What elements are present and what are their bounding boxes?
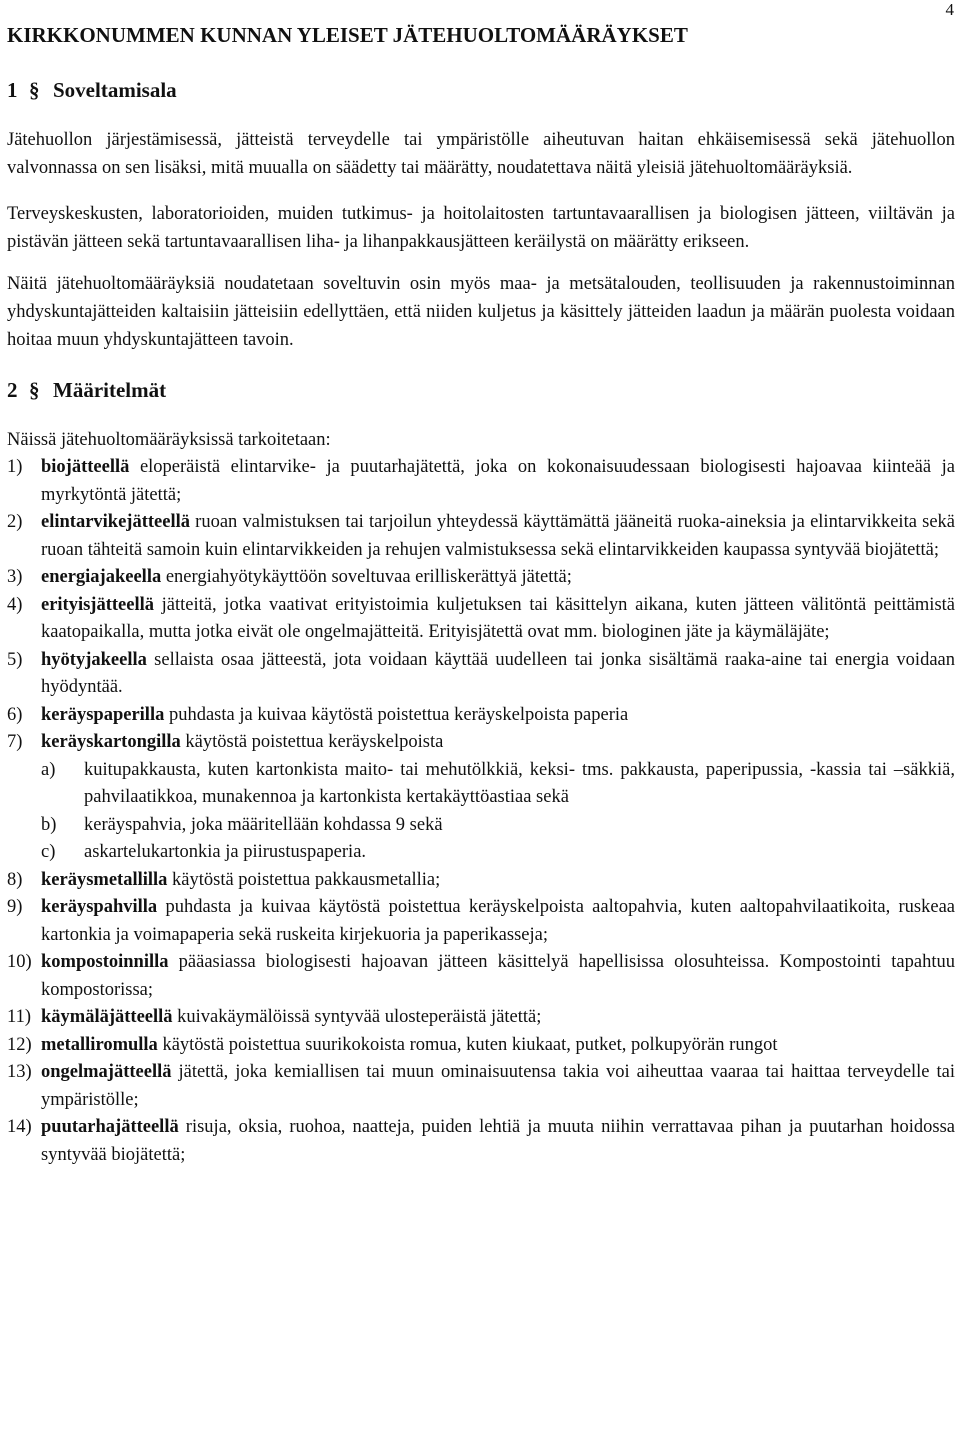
document-body (7, 20, 955, 1169)
section-1-paragraph-2: Terveyskeskusten, laboratorioiden, muiden tutkimus- ja hoitolaitosten tartuntavaarallisen ja biologisen jätteen, viiltävän ja pistävän jätteen sekä tartuntavaarallisen liha- ja lihanpakkausjätteen keräilystä on määrätty erikseen. (7, 204, 955, 252)
definition-term: biojätteellä (41, 457, 130, 477)
definition-sub-item (41, 839, 955, 867)
definition-term: elintarvikejätteellä (41, 512, 190, 532)
definition-text: puhdasta ja kuivaa käytöstä poistettua keräyskelpoista aaltopahvia, kuten aaltopahvilaatikoita, ruskeaa kartonkia ja voimapaperia sekä ruskeita kirjekuoria ja paperikasseja; (41, 897, 955, 945)
definition-term: erityisjätteellä (41, 594, 154, 615)
definition-body (41, 949, 955, 1004)
definition-body (41, 1032, 955, 1060)
definition-number: 1) (7, 457, 23, 477)
definition-sub-text: keräyspahvia, joka määritellään kohdassa 9 sekä (84, 814, 443, 835)
definition-number: 2) (7, 512, 23, 532)
definition-sub-item (41, 757, 955, 812)
definition-body (41, 702, 955, 730)
definition-number: 12) (7, 1034, 32, 1055)
definition-text: eloperäistä elintarvike- ja puutarhajätettä, joka on kokonaisuudessaan biologisesti hajoavaa kiinteää ja myrkytöntä jätettä; (41, 457, 955, 505)
definition-term: keräysmetallilla (41, 869, 168, 890)
definition-item (7, 592, 955, 647)
definition-body (41, 1114, 955, 1169)
definition-text: pääasiassa biologisesti hajoavan jätteen käsittelyä hapellisissa olosuhteissa. Kompostointi tapahtuu kompostorissa; (41, 952, 955, 1000)
definition-text: risuja, oksia, ruohoa, naatteja, puiden lehtiä ja muuta niihin verrattavaa pihan ja puutarhan hoidossa syntyvää biojätettä; (41, 1117, 955, 1165)
definition-sub-number: c) (41, 842, 56, 862)
definition-item (7, 454, 955, 509)
section-1-title: Soveltamisala (53, 78, 177, 102)
section-1-paragraph-1: Jätehuollon järjestämisessä, jätteistä terveydelle tai ympäristölle aiheutuvan haitan ehkäisemisessä sekä jätehuollon valvonnassa on sen lisäksi, mitä muualla on säädetty tai määrätty, noudatettava näitä yleisiä jätehuoltomääräyksiä. (7, 130, 955, 178)
definition-term: hyötyjakeella (41, 649, 147, 670)
definition-text: sellaista osaa jätteestä, jota voidaan käyttää uudelleen tai jonka sisältämä raaka-aine tai energia voidaan hyödyntää. (41, 649, 955, 697)
definition-text: jätteitä, jotka vaativat erityistoimia kuljetuksen tai käsittelyn aikana, kuten jätteen välitöntä peittämistä kaatopaikalla, mutta jotka eivät ole ongelmajätteitä. Erityisjätettä ovat mm. biologinen jäte ja käymäläjäte; (41, 594, 955, 642)
section-2-heading (7, 376, 955, 404)
definition-number: 13) (7, 1062, 32, 1082)
definition-number: 3) (7, 567, 23, 587)
page-number: 4 (945, 0, 954, 19)
definition-item (7, 1032, 955, 1060)
definition-item (7, 647, 955, 702)
definition-sub-list (41, 757, 955, 867)
definition-text: puhdasta ja kuivaa käytöstä poistettua keräyskelpoista paperia (164, 704, 629, 725)
definition-number: 7) (7, 732, 23, 752)
definition-body (41, 867, 955, 895)
definition-number: 10) (7, 952, 32, 972)
definition-number: 9) (7, 897, 23, 917)
definition-item (7, 702, 955, 730)
definition-sub-text: askartelukartonkia ja piirustuspaperia. (84, 842, 367, 862)
definition-body (41, 592, 955, 647)
definition-number: 11) (7, 1007, 31, 1027)
definition-item (7, 1004, 955, 1032)
definition-sub-number: a) (41, 759, 56, 780)
definition-term: ongelmajätteellä (41, 1062, 172, 1082)
definition-sub-item (41, 812, 955, 840)
section-1-number: 1 (7, 78, 18, 102)
definition-item (7, 1059, 955, 1114)
definition-text: kuivakäymälöissä syntyvää ulosteperäistä jätettä; (172, 1007, 542, 1027)
section-2-sign: § (29, 378, 40, 402)
definition-body (41, 564, 955, 592)
definition-sub-number: b) (41, 814, 57, 835)
definition-term: kompostoinnilla (41, 952, 169, 972)
definition-term: keräyspahvilla (41, 897, 158, 917)
section-2-title: Määritelmät (53, 378, 167, 402)
definitions-list (7, 454, 955, 1169)
definition-text: energiahyötykäyttöön soveltuvaa erilliskerättyä jätettä; (161, 567, 572, 587)
section-1-paragraph-3: Näitä jätehuoltomääräyksiä noudatetaan soveltuvin osin myös maa- ja metsätalouden, teollisuuden ja rakennustoiminnan yhdyskuntajätteiden kaltaisiin jätteisiin edellyttäen, että niiden kuljetus ja käsittely jätteiden laadun ja määrän puolesta voidaan hoitaa muun yhdyskuntajätteen tavoin. (7, 274, 955, 350)
definition-term: keräyspaperilla (41, 704, 165, 725)
definition-body (41, 1004, 955, 1032)
definition-body (41, 509, 955, 564)
definition-body (41, 1059, 955, 1114)
definition-body (41, 454, 955, 509)
definition-number: 4) (7, 594, 23, 615)
definition-term: keräyskartongilla (41, 732, 181, 752)
definition-number: 6) (7, 704, 23, 725)
definition-body (41, 894, 955, 949)
definition-item (7, 894, 955, 949)
section-2-number: 2 (7, 378, 18, 402)
section-1-sign: § (29, 78, 40, 102)
definition-text: jätettä, joka kemiallisen tai muun ominaisuutensa takia voi aiheuttaa vaaraa tai haittaa terveydelle tai ympäristölle; (41, 1062, 955, 1110)
definition-text: käytöstä poistettua pakkausmetallia; (167, 869, 441, 890)
definition-body (41, 647, 955, 702)
definition-number: 5) (7, 649, 23, 670)
section-2-intro: Näissä jätehuoltomääräyksissä tarkoitetaan: (7, 430, 331, 450)
definition-text: käytöstä poistettua keräyskelpoista (180, 732, 444, 752)
section-1-heading (7, 76, 955, 104)
definition-sub-text: kuitupakkausta, kuten kartonkista maito- tai mehutölkkiä, keksi- tms. pakkausta, paperipussia, -kassia tai –säkkiä, pahvilaatikkoa, munakennoa ja kartonkista kertakäyttöastiaa sekä (84, 759, 955, 807)
definition-item (7, 949, 955, 1004)
definition-term: käymäläjätteellä (41, 1007, 173, 1027)
definition-item (7, 867, 955, 895)
definition-term: energiajakeella (41, 567, 162, 587)
definition-item (7, 564, 955, 592)
definition-item (7, 1114, 955, 1169)
definition-item (7, 729, 955, 867)
definition-text: ruoan valmistuksen tai tarjoilun yhteydessä käyttämättä jääneitä ruoka-aineksia ja elintarvikkeita sekä ruoan tähteitä samoin kuin elintarvikkeiden ja rehujen valmistuksessa sekä elintarvikkeiden kaupassa syntyvää biojätettä; (41, 512, 955, 560)
definition-term: puutarhajätteellä (41, 1117, 179, 1137)
definition-text: käytöstä poistettua suurikokoista romua, kuten kiukaat, putket, polkupyörän rungot (157, 1034, 778, 1055)
definition-number: 14) (7, 1117, 32, 1137)
definition-number: 8) (7, 869, 23, 890)
definition-item (7, 509, 955, 564)
document-title: KIRKKONUMMEN KUNNAN YLEISET JÄTEHUOLTOMÄÄRÄYKSET (7, 23, 688, 47)
definition-body (41, 729, 955, 867)
definition-term: metalliromulla (41, 1034, 158, 1055)
